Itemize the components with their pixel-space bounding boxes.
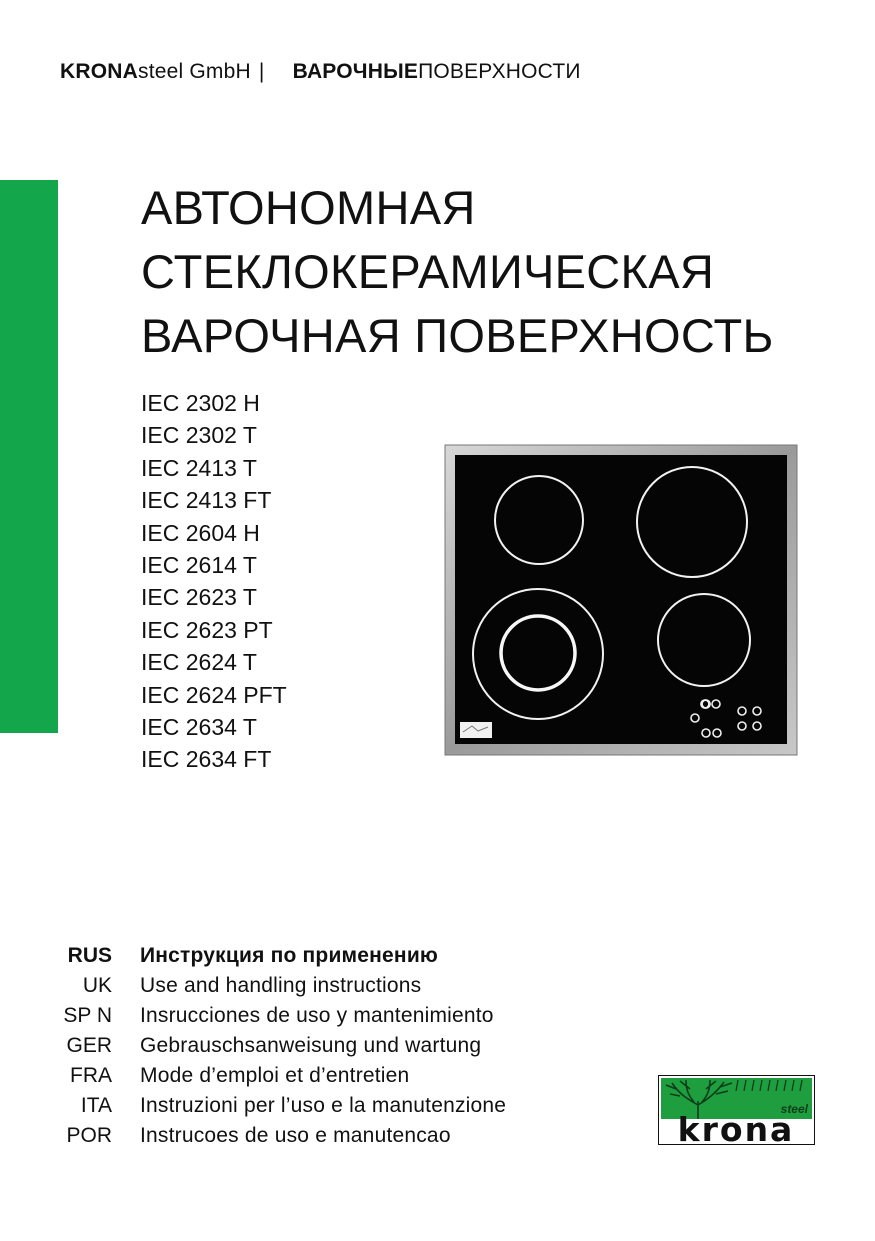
model-item: IEC 2604 H (141, 519, 260, 546)
language-code: FRA (70, 1064, 112, 1087)
instruction-title: Insrucciones de uso y mantenimiento (140, 1004, 494, 1027)
model-item: IEC 2634 T (141, 714, 257, 741)
green-accent-bar (0, 180, 58, 733)
language-row-spn (52, 1001, 506, 1031)
krona-logo (658, 1075, 815, 1145)
instruction-title: Instrucoes de uso e manutencao (140, 1124, 451, 1147)
instruction-title: Mode d’emploi et d’entretien (140, 1064, 410, 1087)
model-item: IEC 2413 FT (141, 487, 272, 514)
model-item: IEC 2634 FT (141, 746, 272, 773)
title-line: АВТОНОМНАЯ (141, 181, 476, 234)
logo-big-text: krona (677, 1110, 795, 1145)
language-row-ger (52, 1031, 506, 1061)
header-separator: | (258, 60, 265, 83)
title-line: СТЕКЛОКЕРАМИЧЕСКАЯ (141, 245, 715, 298)
language-row-por (52, 1121, 506, 1151)
instruction-title: Instruzioni per l’uso e la manutenzione (140, 1094, 507, 1117)
instruction-title: Use and handling instructions (140, 974, 422, 997)
document-header (60, 60, 581, 84)
language-list (52, 941, 506, 1151)
glass-ceramic-hob-image (444, 444, 798, 756)
document-title (141, 176, 774, 368)
category-bold: ВАРОЧНЫЕ (292, 60, 419, 83)
model-item: IEC 2614 T (141, 552, 257, 579)
language-row-fra (52, 1061, 506, 1091)
model-item: IEC 2413 T (141, 454, 257, 481)
logo-small-text: steel (780, 1102, 808, 1116)
language-code: GER (66, 1034, 112, 1057)
language-code: POR (66, 1124, 112, 1147)
model-list (141, 387, 287, 776)
title-line: ВАРОЧНАЯ ПОВЕРХНОСТЬ (141, 309, 774, 362)
brand-name-bold: KRONA (60, 60, 138, 83)
language-row-uk (52, 971, 506, 1001)
language-row-ita (52, 1091, 506, 1121)
language-code: SP N (63, 1004, 112, 1027)
brand-plate (460, 722, 492, 738)
instruction-title: Инструкция по применению (140, 944, 439, 967)
language-code: ITA (80, 1094, 112, 1117)
category-rest: ПОВЕРХНОСТИ (418, 60, 581, 83)
model-item: IEC 2623 PT (141, 616, 273, 643)
instruction-title: Gebrauschsanweisung und wartung (140, 1034, 482, 1057)
language-code: UK (82, 974, 112, 997)
model-item: IEC 2624 T (141, 649, 257, 676)
model-item: IEC 2623 T (141, 584, 257, 611)
language-code: RUS (67, 944, 112, 967)
model-item: IEC 2624 PFT (141, 681, 287, 708)
model-item: IEC 2302 H (141, 390, 260, 416)
language-row-rus (52, 941, 506, 971)
brand-name-rest: steel GmbH (138, 60, 251, 83)
model-item: IEC 2302 T (141, 422, 257, 449)
